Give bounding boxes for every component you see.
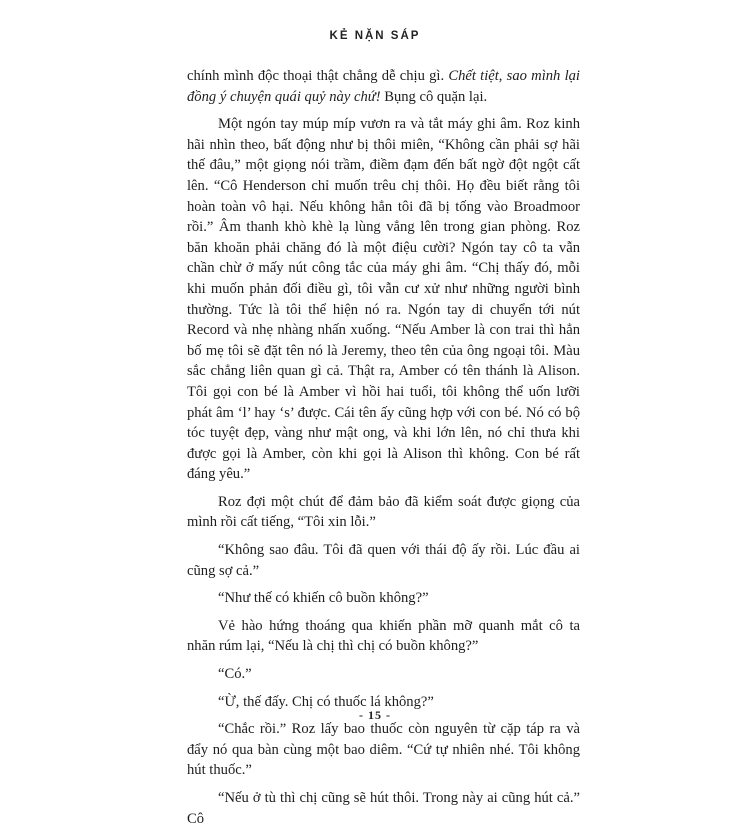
paragraph-text: chính mình độc thoại thật chẳng dễ chịu gì.: [187, 68, 449, 84]
paragraph: “Không sao đâu. Tôi đã quen với thái độ ấy rồi. Lúc đầu ai cũng sợ cả.”: [187, 542, 580, 579]
paragraph: Một ngón tay múp míp vươn ra và tắt máy ghi âm. Roz kinh hãi nhìn theo, bất động như bị thôi miên, “Không cần phải sợ hãi thế đâu,” một giọng nói trầm, điềm đạm đến bất ngờ đột ngột cất lên. “Cô Henderson chỉ muốn trêu chị thôi. Họ đều biết rằng tôi hoàn toàn vô hại. Nếu không hẳn tôi đã bị tống vào Broadmoor rồi.” Âm thanh khò khè lạ lùng vẳng lên trong gian phòng. Roz băn khoăn phải chăng đó là một điệu cười? Ngón tay cô ta vẫn chần chừ ở mấy nút công tắc của máy ghi âm. “Chị thấy đó, mỗi khi muốn phản đối điều gì, tôi vẫn cư xử như những người bình thường. Tức là tôi thể hiện nó ra. Ngón tay di chuyển tới nút Record và nhẹ nhàng nhấn xuống. “Nếu Amber là con trai thì hẳn bố mẹ tôi sẽ đặt tên nó là Jeremy, theo tên của ông ngoại tôi. Màu sắc chẳng liên quan gì cả. Thật ra, Amber có tên thánh là Alison. Tôi gọi con bé là Amber vì hồi hai tuổi, tôi không thể uốn lưỡi phát âm ‘l’ hay ‘s’ được. Cái tên ấy cũng hợp với con bé. Nó có bộ tóc tuyệt đẹp, vàng như mật ong, và khi lớn lên, nó chỉ thưa khi được gọi là Amber, còn khi gọi là Alison thì không. Con bé rất đáng yêu.”: [187, 116, 580, 483]
paragraph: Vẻ hào hứng thoáng qua khiến phần mỡ quanh mắt cô ta nhăn rúm lại, “Nếu là chị thì chị có buồn không?”: [187, 617, 580, 655]
paragraph: “Có.”: [218, 666, 252, 683]
paragraph: “Ừ, thế đấy. Chị có thuốc lá không?”: [218, 693, 434, 710]
paragraph-text: Bụng cô quặn lại.: [380, 88, 488, 105]
italic-thought: Chết tiệt, sao mình lại đồng ý chuyện quái quỷ này chứ!: [187, 68, 580, 105]
paragraph: “Nếu ở tù thì chị cũng sẽ hút thôi. Trong này ai cũng hút cả.” Cô: [187, 790, 580, 827]
page-number: - 15 -: [359, 708, 391, 722]
paragraph: Roz đợi một chút để đảm bảo đã kiểm soát được giọng của mình rồi cất tiếng, “Tôi xin lỗi.”: [187, 493, 580, 531]
running-head-title: KẺ NẶN SÁP: [329, 30, 421, 42]
paragraph: “Như thế có khiến cô buồn không?”: [218, 590, 429, 607]
paragraph-continuation: [187, 66, 580, 107]
paragraph: “Chắc rồi.” Roz lấy bao thuốc còn nguyên từ cặp táp ra và đẩy nó qua bàn cùng một bao diêm. “Cứ tự nhiên nhé. Tôi không hút thuốc.”: [187, 721, 580, 779]
